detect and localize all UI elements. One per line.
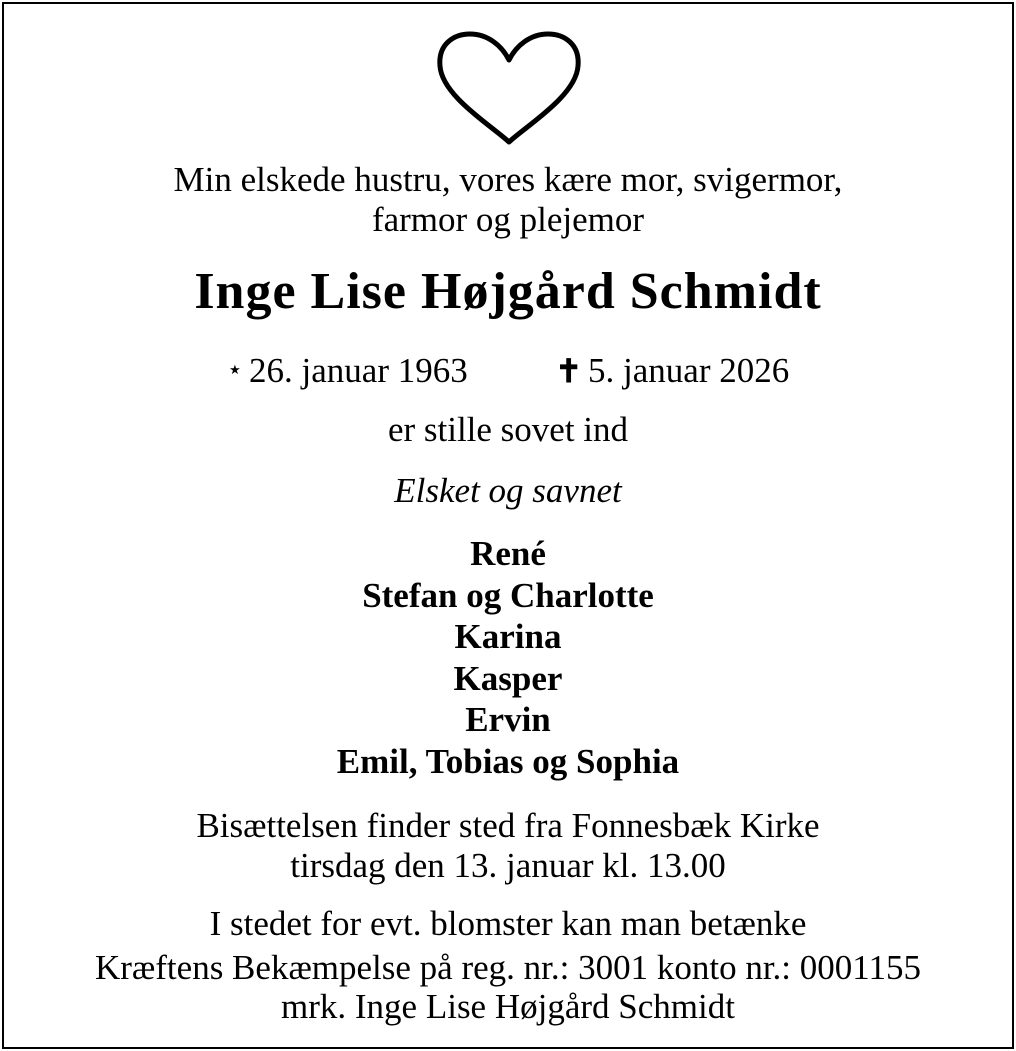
family-member: Ervin: [465, 700, 551, 739]
birth-date-group: [227, 350, 468, 391]
family-member: Emil, Tobias og Sophia: [336, 741, 680, 781]
tribute-text: Elsket og savnet: [394, 471, 622, 510]
cross-icon: ✝: [555, 353, 583, 389]
life-dates: [4, 350, 1012, 391]
family-member: Karina: [454, 617, 562, 656]
donation-line-3: mrk. Inge Lise Højgård Schmidt: [281, 987, 735, 1026]
obituary-notice: [2, 2, 1014, 1049]
star-icon: ⋆: [226, 355, 244, 384]
family-member: René: [470, 534, 546, 573]
intro-line-2: farmor og plejemor: [371, 200, 645, 239]
family-member: Kasper: [453, 658, 563, 698]
passing-text: er stille sovet ind: [387, 410, 629, 449]
death-date: 5. januar 2026: [588, 351, 790, 390]
funeral-line-1: Bisættelsen finder sted fra Fonnesbæk Kirke: [196, 806, 820, 845]
donation-line-1: I stedet for evt. blomster kan man betænke: [209, 904, 807, 943]
family-member: Stefan og Charlotte: [362, 575, 654, 615]
funeral-line-2: tirsdag den 13. januar kl. 13.00: [290, 846, 726, 885]
death-date-group: [555, 351, 789, 391]
heart-icon: [432, 30, 586, 148]
birth-date: 26. januar 1963: [249, 351, 468, 390]
deceased-name: Inge Lise Højgård Schmidt: [194, 263, 822, 320]
donation-line-2: Kræftens Bekæmpelse på reg. nr.: 3001 konto nr.: 0001155: [95, 948, 921, 987]
intro-line-1: Min elskede hustru, vores kære mor, svigermor,: [173, 160, 843, 199]
